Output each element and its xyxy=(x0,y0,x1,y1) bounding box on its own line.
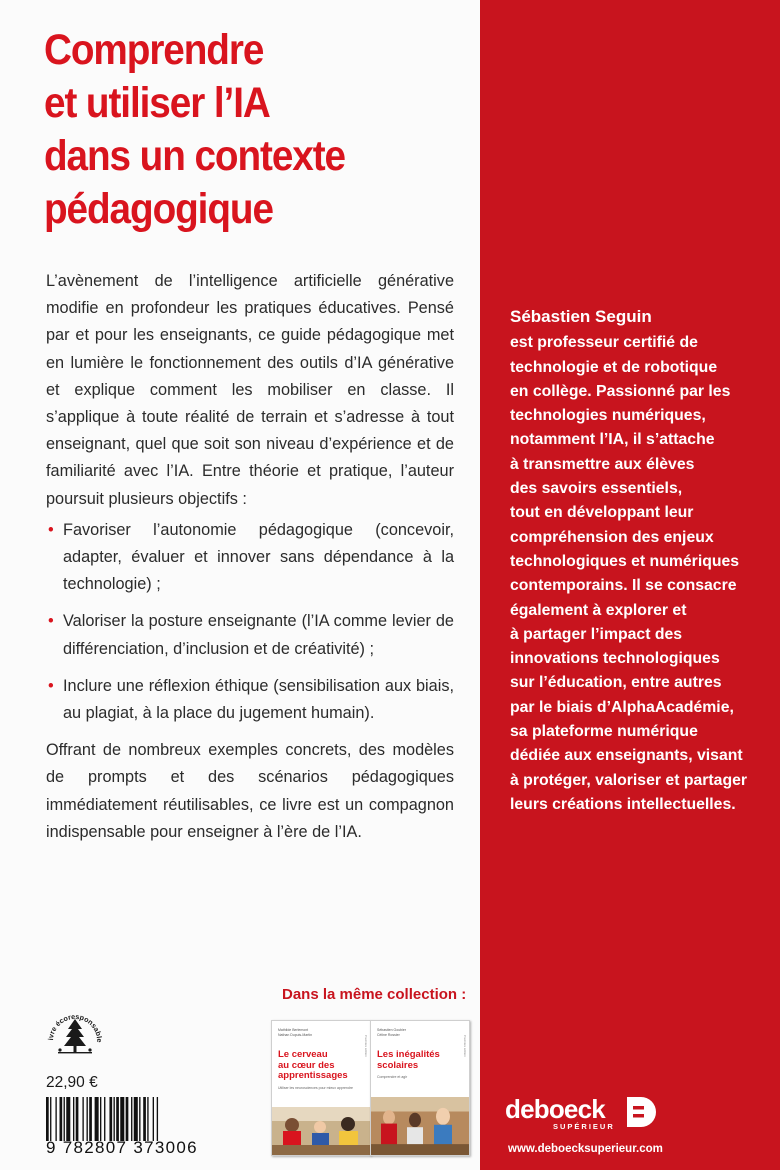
eco-label: ivre écoresponsable xyxy=(45,1011,105,1043)
barcode-bar xyxy=(134,1097,138,1141)
barcode-bar xyxy=(120,1097,124,1141)
book-title-line: au cœur des xyxy=(278,1059,335,1071)
title-line: et utiliser l’IA xyxy=(44,79,270,127)
publisher-d-icon xyxy=(625,1095,659,1129)
objective-item: • Valoriser la posture enseignante (l’IA comme levier de différenciation, d’inclusion et de créativité) ; xyxy=(46,608,454,662)
book-author: Céline Rossier xyxy=(377,1033,400,1037)
barcode-bar xyxy=(46,1097,49,1141)
barcode-bar xyxy=(109,1097,112,1141)
book-title-line: Les inégalités xyxy=(377,1049,440,1060)
barcode-bar xyxy=(64,1097,65,1141)
book-author: Mathilde Berlemont xyxy=(278,1028,309,1032)
publisher-logo[interactable] xyxy=(505,1095,715,1140)
eco-responsible-logo xyxy=(44,1001,106,1063)
barcode-bar xyxy=(60,1097,63,1141)
book-title-line: apprentissages xyxy=(278,1070,348,1081)
barcode-bar xyxy=(139,1097,140,1141)
bio-line: contemporains. Il se consacre xyxy=(510,577,737,595)
title-line: Comprendre xyxy=(44,26,264,74)
book-author: Nathan Dupuis-Martin xyxy=(278,1033,313,1037)
blurb xyxy=(46,268,454,846)
barcode-bar xyxy=(55,1097,56,1141)
collection-book-cover[interactable] xyxy=(370,1020,470,1156)
barcode xyxy=(46,1097,242,1141)
publisher-url[interactable]: www.deboecksuperieur.com xyxy=(508,1143,663,1155)
isbn-number: 9 782807 373006 xyxy=(46,1138,198,1157)
barcode-bar xyxy=(116,1097,119,1141)
classroom-photo xyxy=(371,1097,469,1155)
barcode-bar xyxy=(100,1097,101,1141)
collection-book-cover[interactable] xyxy=(271,1020,371,1156)
bio-line: dédiée aux enseignants, visant xyxy=(510,747,743,765)
author-bio xyxy=(510,305,770,817)
barcode-bar xyxy=(95,1097,99,1141)
barcode-bar xyxy=(126,1097,129,1141)
book-title xyxy=(278,1050,370,1082)
bio-line: technologiques et numériques xyxy=(510,552,740,570)
collection-heading: Dans la même collection : xyxy=(282,986,467,1003)
bio-line: leurs créations intellectuelles. xyxy=(510,795,736,813)
barcode-bar xyxy=(131,1097,132,1141)
bio-line: technologie et de robotique xyxy=(510,358,718,376)
blurb-conclusion: Offrant de nombreux exemples concrets, des modèles de prompts et des scénarios pédagogiques immédiatement réutilisables, ce livre est un compagnon indispensable pour enseigner à l’ère de l’IA. xyxy=(46,741,454,841)
barcode-bar xyxy=(153,1097,154,1141)
barcode-bar xyxy=(157,1097,158,1141)
book-subtitle: Comprendre et agir xyxy=(377,1075,408,1079)
bio-line: innovations technologiques xyxy=(510,650,720,668)
publisher-name: deboeck xyxy=(505,1094,605,1124)
bio-line: est professeur certifié de xyxy=(510,334,698,352)
book-title xyxy=(377,1050,469,1071)
barcode-bar xyxy=(89,1097,92,1141)
barcode-bar xyxy=(104,1097,105,1141)
bio-line: également à explorer et xyxy=(510,601,687,619)
bio-line: notamment l’IA, il s’attache xyxy=(510,431,715,449)
book-edition: Première édition xyxy=(463,1035,467,1057)
bio-line: des savoirs essentiels, xyxy=(510,480,683,498)
title-line: pédagogique xyxy=(44,185,273,233)
classroom-photo xyxy=(272,1107,370,1155)
book-title-line: scolaires xyxy=(377,1059,419,1071)
price: 22,90 € xyxy=(46,1074,98,1091)
book-edition: Première édition xyxy=(364,1035,368,1057)
barcode-bar xyxy=(66,1097,70,1141)
book-authors xyxy=(278,1028,370,1038)
blurb-intro: L’avènement de l’intelligence artificielle générative modifie en profondeur les pratiques éducatives. Pensé par et pour les enseignants, ce guide pédagogique met en lumière le fonctionnement des outils d’IA générative et explique comment les mobiliser en classe. Il s’applique à toute réalité de terrain et s’adresse à tout enseignant, quel que soit son niveau d’expérience et de familiarité avec l’IA. Entre théorie et pratique, l’auteur poursuit plusieurs objectifs : xyxy=(46,272,454,508)
objectives-list xyxy=(46,517,454,727)
objective-item: • Inclure une réflexion éthique (sensibilisation aux biais, au plagiat, à la place du jugement humain). xyxy=(46,673,454,727)
book-title xyxy=(44,24,464,236)
bio-line: technologies numériques, xyxy=(510,407,706,425)
book-author: Sébastien Goubier xyxy=(377,1028,406,1032)
bio-line: sur l’éducation, entre autres xyxy=(510,674,722,692)
title-line: dans un contexte xyxy=(44,132,345,180)
objective-item: • Favoriser l’autonomie pédagogique (concevoir, adapter, évaluer et innover sans dépendance à la technologie) ; xyxy=(46,517,454,599)
barcode-bar xyxy=(114,1097,115,1141)
bio-line: sa plateforme numérique xyxy=(510,723,698,741)
book-subtitle: Utiliser les neurosciences pour mieux apprendre xyxy=(278,1085,353,1090)
barcode-bar xyxy=(76,1097,79,1141)
bio-line: compréhension des enjeux xyxy=(510,528,714,546)
bio-line: tout en développant leur xyxy=(510,504,694,522)
bio-line: à protéger, valoriser et partager xyxy=(510,771,748,789)
bio-line: en collège. Passionné par les xyxy=(510,382,731,400)
barcode-bar xyxy=(73,1097,74,1141)
book-title-line: Le cerveau xyxy=(278,1049,328,1060)
barcode-bar xyxy=(147,1097,148,1141)
book-authors xyxy=(377,1028,469,1038)
bio-line: à partager l’impact des xyxy=(510,625,683,643)
barcode-bar xyxy=(50,1097,51,1141)
bio-line: à transmettre aux élèves xyxy=(510,455,695,473)
barcode-bar xyxy=(87,1097,88,1141)
bio-line: par le biais d’AlphaAcadémie, xyxy=(510,698,734,716)
author-name: Sébastien Seguin xyxy=(510,307,652,326)
barcode-bar xyxy=(143,1097,146,1141)
barcode-bar xyxy=(82,1097,83,1141)
publisher-subtitle: SUPÉRIEUR xyxy=(553,1122,615,1131)
